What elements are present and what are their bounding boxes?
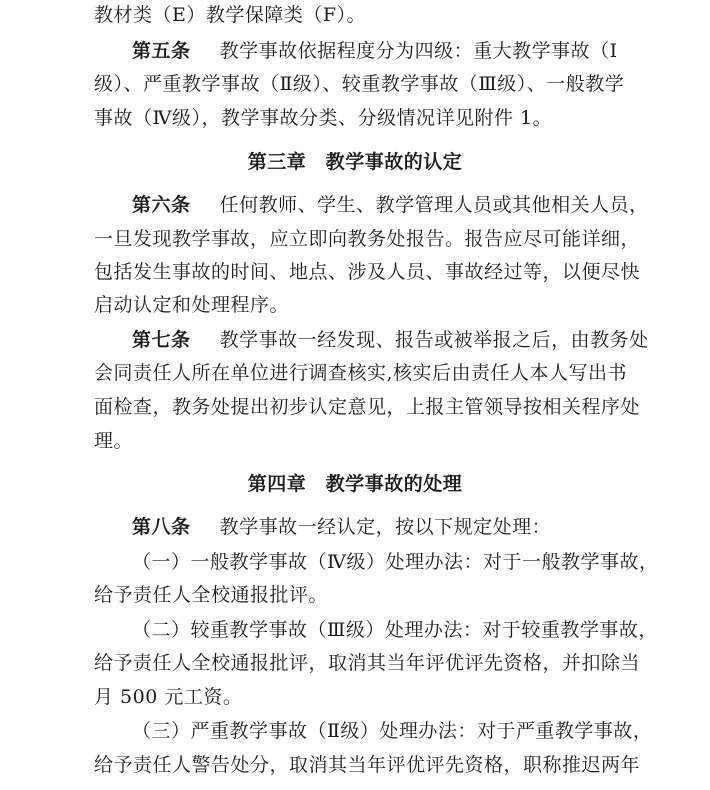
article-label: 第五条	[132, 40, 191, 62]
text-line: 启动认定和处理程序。	[94, 294, 290, 316]
text-line: 给予责任人全校通报批评，取消其当年评优评先资格，并扣除当	[94, 652, 641, 674]
text-line: 理。	[94, 430, 134, 452]
article-label: 第六条	[132, 194, 191, 216]
text-line: （二）较重教学事故（Ⅲ级）处理办法：对于较重教学事故，	[132, 619, 658, 641]
chapter-heading: 第四章 教学事故的处理	[247, 473, 463, 495]
text-line: （一）一般教学事故（Ⅳ级）处理办法：对于一般教学事故，	[132, 551, 659, 573]
article-label: 第八条	[132, 516, 191, 538]
article-7-first-line	[94, 329, 649, 351]
article-6-first-line	[94, 194, 649, 216]
text-span: 教学事故一经发现、报告或被举报之后，由教务处	[219, 329, 649, 351]
article-5-first-line	[94, 40, 624, 62]
text-line: 会同责任人所在单位进行调查核实,核实后由责任人本人写出书	[94, 362, 628, 384]
chapter-heading: 第三章 教学事故的认定	[247, 151, 463, 173]
text-line: 月 500 元工资。	[94, 686, 243, 708]
text-span: 教学事故依据程度分为四级：重大教学事故（Ⅰ	[219, 40, 618, 62]
text-span: 任何教师、学生、教学管理人员或其他相关人员，	[219, 194, 649, 216]
text-line: 包括发生事故的时间、地点、涉及人员、事故经过等，以便尽快	[94, 261, 641, 283]
article-label: 第七条	[132, 329, 191, 351]
text-line: 教材类（E）教学保障类（F）。	[94, 4, 367, 26]
article-8-first-line	[94, 516, 624, 538]
text-line: 面检查，教务处提出初步认定意见，上报主管领导按相关程序处	[94, 396, 641, 418]
text-line: （三）严重教学事故（Ⅱ级）处理办法：对于严重教学事故，	[132, 720, 653, 742]
text-span: 教学事故一经认定，按以下规定处理：	[219, 516, 552, 538]
text-line: 一旦发现教学事故，应立即向教务处报告。报告应尽可能详细，	[94, 228, 641, 250]
text-line: 事故（Ⅳ级），教学事故分类、分级情况详见附件 1。	[94, 107, 553, 129]
text-line: 给予责任人全校通报批评。	[94, 584, 329, 606]
text-line: 给予责任人警告处分，取消其当年评优评先资格，职称推迟两年	[94, 754, 641, 776]
text-line: 级）、严重教学事故（Ⅱ级）、较重教学事故（Ⅲ级）、一般教学	[94, 73, 625, 95]
